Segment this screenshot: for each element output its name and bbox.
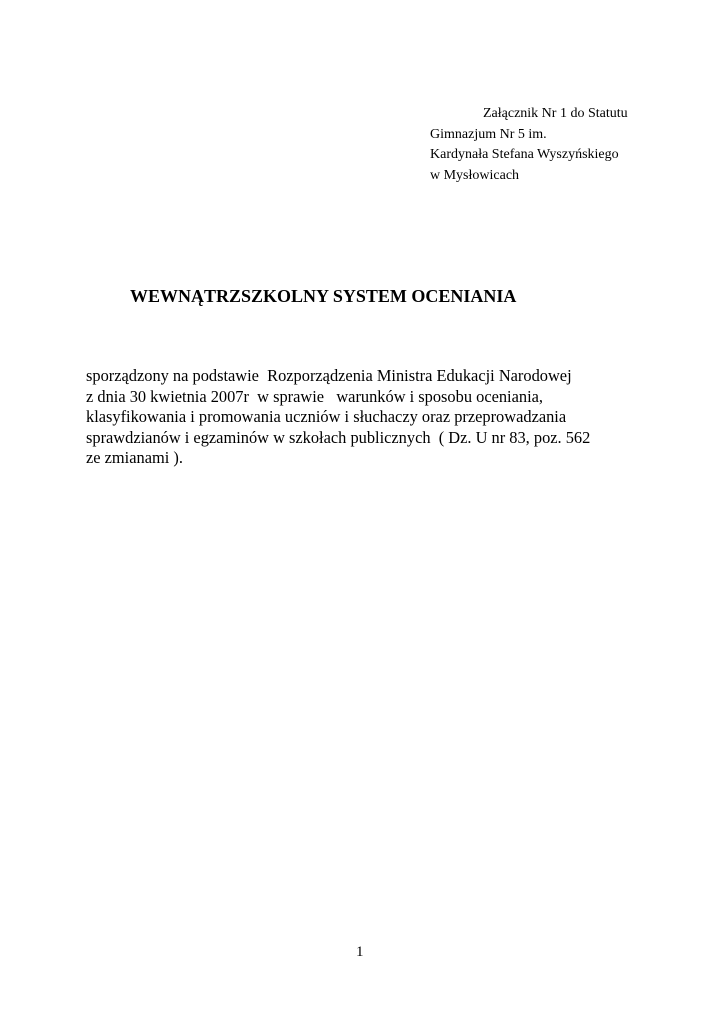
body-line-1: sporządzony na podstawie Rozporządzenia Ministra Edukacji Narodowej [86, 366, 572, 385]
annex-line-1: Załącznik Nr 1 do Statutu [483, 106, 628, 121]
document-body [86, 366, 590, 469]
body-line-2: z dnia 30 kwietnia 2007r w sprawie warunków i sposobu oceniania, [86, 386, 544, 406]
body-line-4: sprawdzianów i egzaminów w szkołach publicznych ( Dz. U nr 83, poz. 562 [86, 427, 591, 447]
annex-line-3: Kardynała Stefana Wyszyńskiego [430, 147, 619, 162]
annex-line-4: w Mysłowicach [430, 167, 520, 183]
body-line-5: ze zmianami ). [86, 448, 183, 468]
annex-line-2: Gimnazjum Nr 5 im. [430, 126, 547, 142]
page-number: 1 [356, 944, 364, 960]
body-line-3: klasyfikowania i promowania uczniów i słuchaczy oraz przeprowadzania [86, 407, 567, 427]
annex-reference [430, 104, 628, 186]
document-title: WEWNĄTRZSZKOLNY SYSTEM OCENIANIA [130, 286, 517, 306]
